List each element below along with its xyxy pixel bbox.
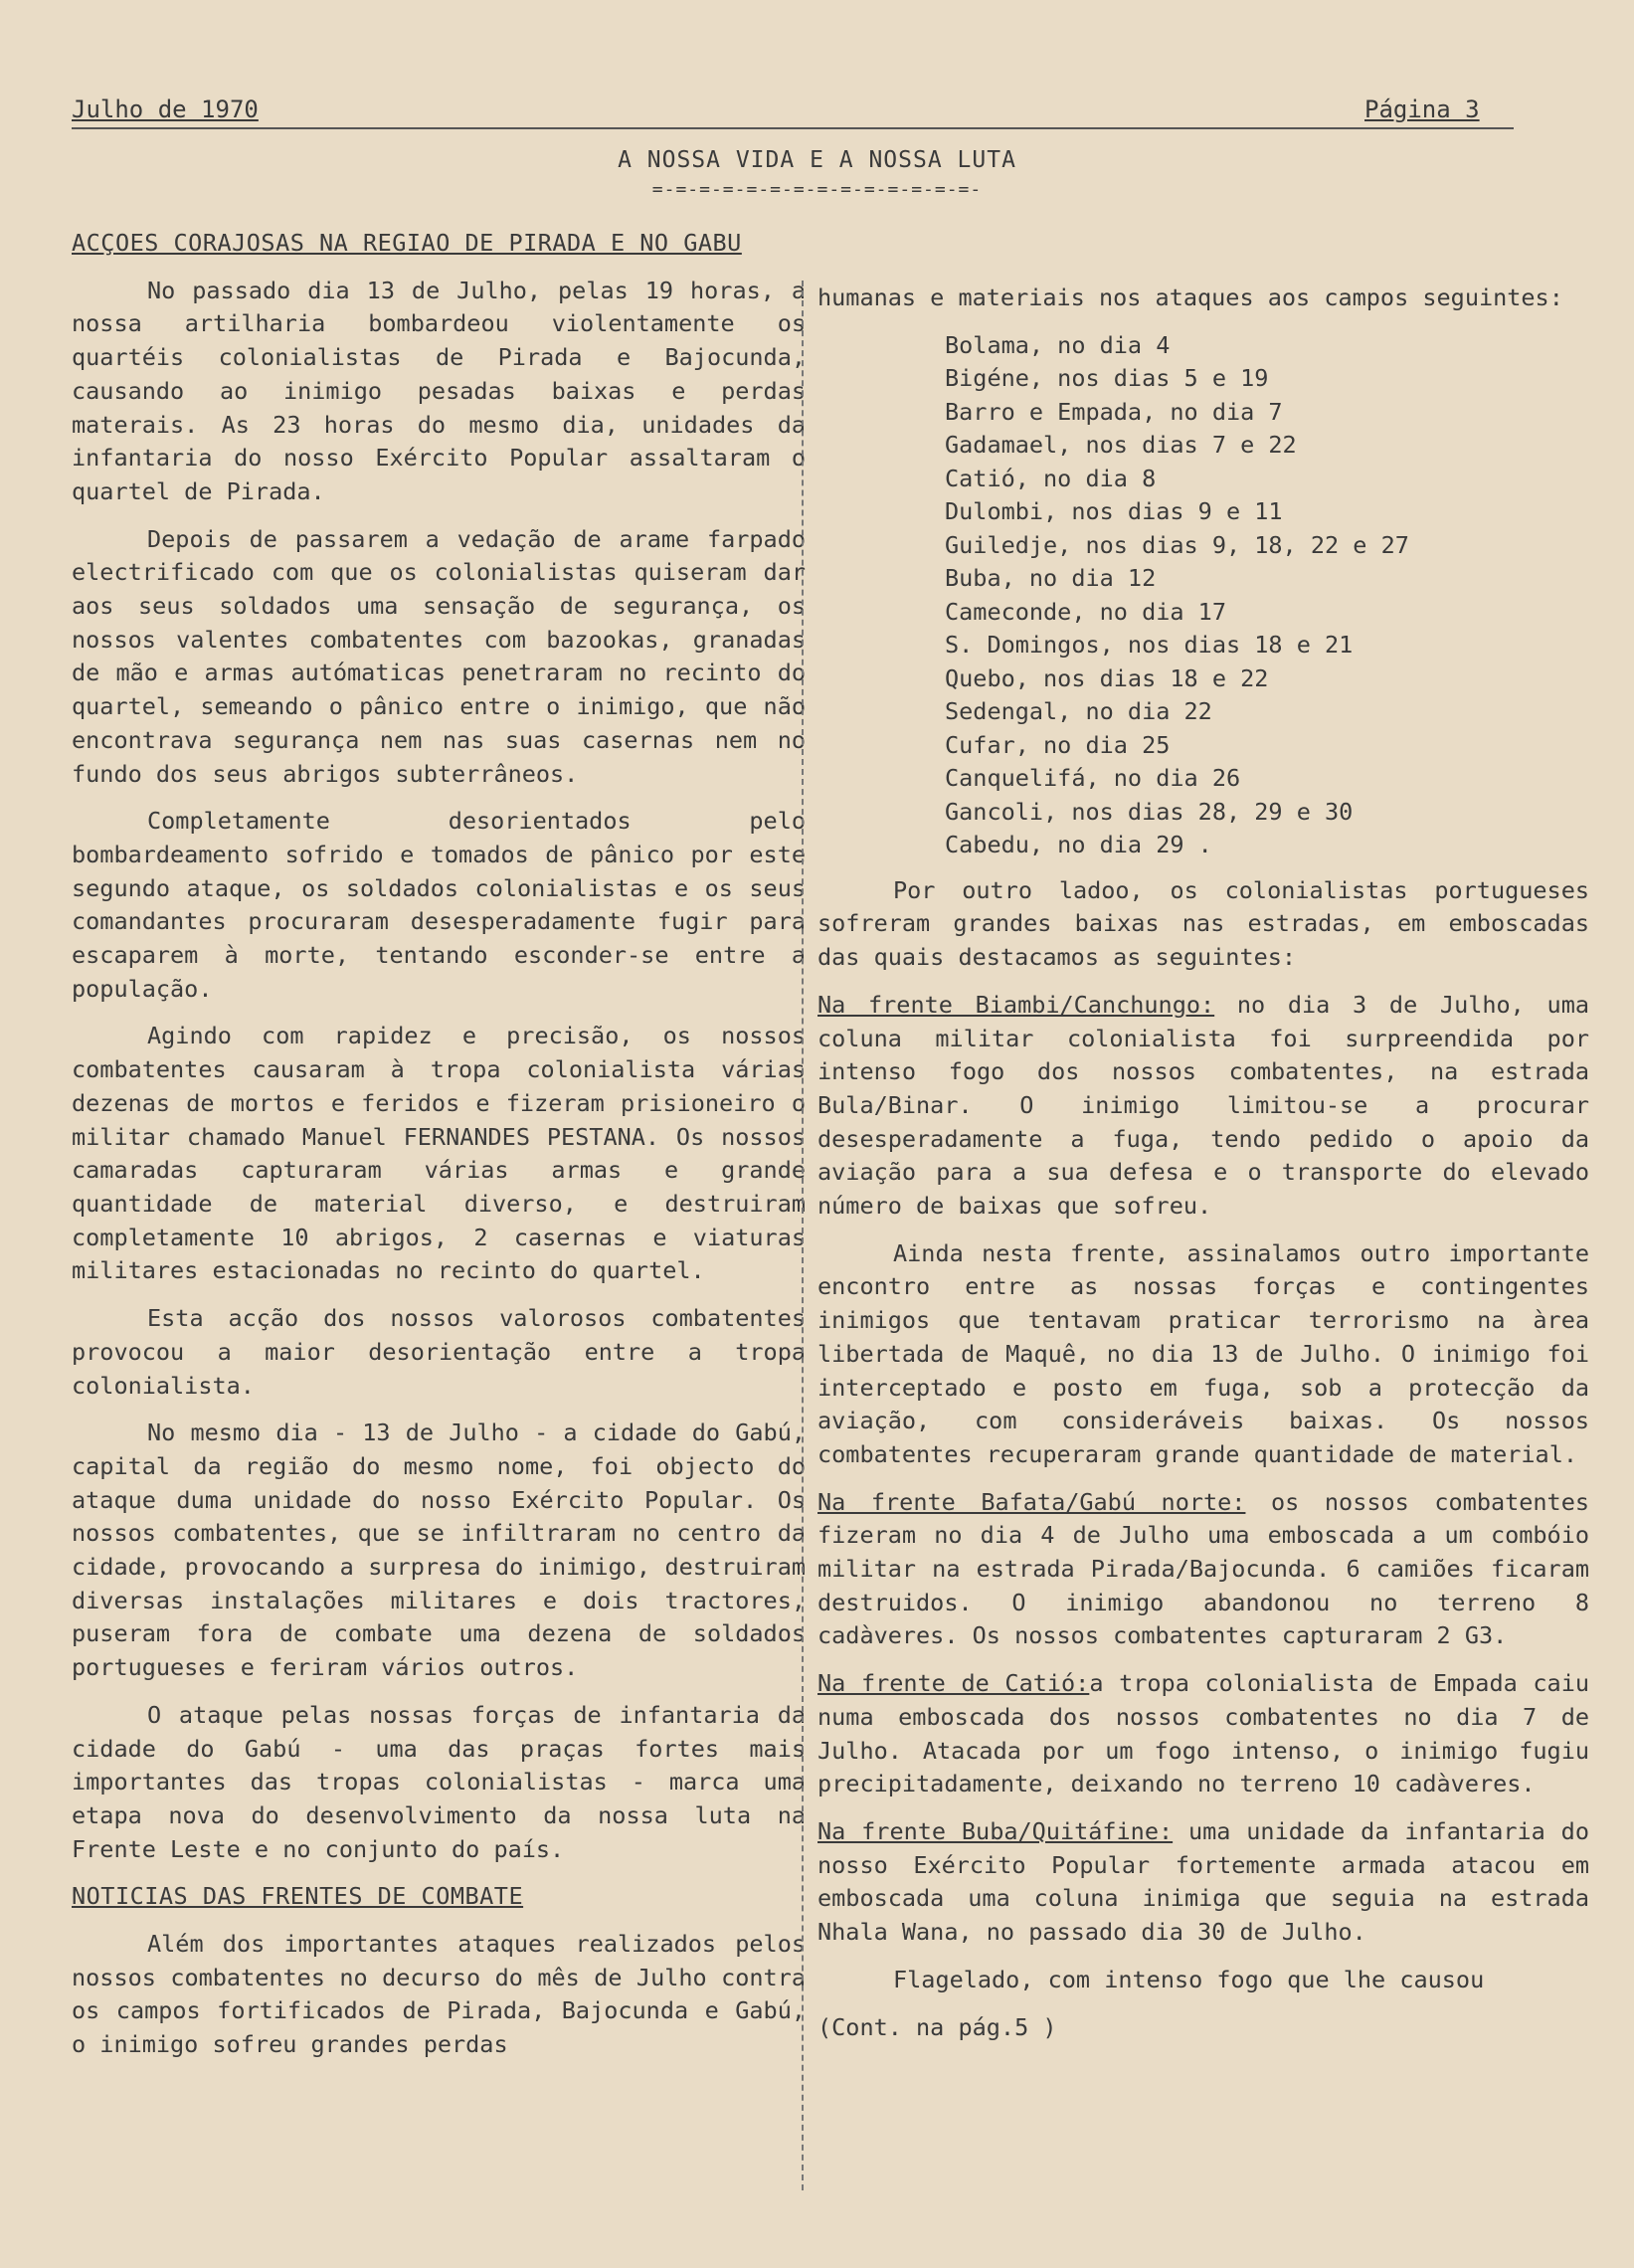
list-item: S. Domingos, nos dias 18 e 21 [945, 631, 1354, 660]
right-column [817, 282, 1589, 2058]
list-item: Quebo, nos dias 18 e 22 [945, 663, 1269, 692]
left-column [72, 227, 806, 2076]
paragraph: Flagelado, com intenso fogo que lhe causou [893, 1965, 1485, 1993]
front-label: Na frente Biambi/Canchungo: [817, 990, 1215, 1019]
masthead-ornament: =-=-=-=-=-=-=-=-=-=-=-=-=-=- [651, 179, 983, 200]
front-report [817, 1486, 1589, 1654]
continued-note: (Cont. na pág.5 ) [817, 2012, 1057, 2041]
front-text: Ainda nesta frente, assinalamos outro importante encontro entre as nossas forças e contingentes inimigos que tentavam praticar terrorismo na àrea libertada de Maquê, no dia 13 de Julho. O inimigo foi interceptado e posto em fuga, sob a protecção da aviação, com consideráveis baixas. Os nossos combatentes recuperaram grande quantidade de material. [817, 1238, 1589, 1468]
header-rule [72, 127, 1514, 129]
list-item: Gancoli, nos dias 28, 29 e 30 [945, 797, 1354, 826]
paragraph-continued: humanas e materiais nos ataques aos campos seguintes: [817, 284, 1563, 311]
front-report [817, 1667, 1589, 1801]
list-item: Dulombi, nos dias 9 e 11 [945, 497, 1283, 526]
list-item: Cameconde, no dia 17 [945, 597, 1226, 626]
front-text: no dia 3 de Julho, uma coluna militar colonialista foi surpreendida por intenso fogo dos nossos combatentes, na estrada Bula/Binar. O inimigo limitou-se a procurar desesperadamente a fuga, tendo pedido o apoio da aviação para a sua defesa e o transporte do elevado número de baixas que sofreu. [817, 990, 1589, 1221]
issue-date: Julho de 1970 [72, 95, 259, 123]
section-title: NOTICIAS DAS FRENTES DE COMBATE [72, 1882, 524, 1911]
front-text: a tropa colonialista de Empada caiu numa emboscada dos nossos combatentes no dia 7 de Julho. Atacada por um fogo intenso, o inimigo fugiu precipitadamente, deixando no terreno 10 cadàveres. [817, 1669, 1589, 1798]
front-report [817, 1815, 1589, 1950]
front-report [817, 989, 1589, 1224]
column-divider [802, 281, 804, 2190]
list-item: Sedengal, no dia 22 [945, 697, 1212, 726]
front-label: Na frente Buba/Quitáfine: [817, 1816, 1174, 1845]
list-item: Catió, no dia 8 [945, 464, 1157, 492]
front-label: Na frente Bafata/Gabú norte: [817, 1487, 1246, 1516]
list-item: Cabedu, no dia 29 . [945, 831, 1212, 859]
section-title: ACÇOES CORAJOSAS NA REGIAO DE PIRADA E NO GABU [72, 229, 742, 257]
list-item: Bolama, no dia 4 [945, 330, 1171, 359]
list-item: Cufar, no dia 25 [945, 730, 1171, 759]
front-label: Na frente de Catió: [817, 1669, 1090, 1698]
page-number: Página 3 [1364, 95, 1480, 123]
masthead-title: A NOSSA VIDA E A NOSSA LUTA [618, 147, 1016, 173]
attack-list [945, 329, 1589, 862]
front-text: uma unidade da infantaria do nosso Exército Popular fortemente armada atacou em emboscada uma coluna inimiga que seguia na estrada Nhala Wana, no passado dia 30 de Julho. [817, 1816, 1589, 1947]
list-item: Canquelifá, no dia 26 [945, 764, 1241, 793]
front-report [817, 1237, 1589, 1472]
list-item: Barro e Empada, no dia 7 [945, 397, 1283, 426]
paragraph: No mesmo dia - 13 de Julho - a cidade do Gabú, capital da região do mesmo nome, foi objecto do ataque duma unidade do nosso Exército Popular. Os nossos combatentes, que se infiltraram no centro da cidade, provocando a surpresa do inimigo, destruiram diversas instalações militares e dois tractores, puseram fora de combate uma dezena de soldados portugueses e feriram vários outros. [72, 1418, 806, 1682]
paragraph: Agindo com rapidez e precisão, os nossos combatentes causaram à tropa colonialista várias dezenas de mortos e feridos e fizeram prisioneiro o militar chamado Manuel FERNANDES PESTANA. Os nossos camaradas capturaram várias armas e grande quantidade de material diverso, e destruiram completamente 10 abrigos, 2 casernas e viaturas militares estacionadas no recinto do quartel. [72, 1022, 806, 1285]
paragraph: Além dos importantes ataques realizados pelos nossos combatentes no decurso do mês de Julho contra os campos fortificados de Pirada, Bajocunda e Gabú, o inimigo sofreu grandes perdas [72, 1930, 806, 2059]
paragraph: O ataque pelas nossas forças de infantaria da cidade do Gabú - uma das praças fortes mais importantes das tropas colonialistas - marca uma etapa nova do desenvolvimento da nossa luta na Frente Leste e no conjunto do país. [72, 1700, 806, 1863]
list-item: Guiledje, nos dias 9, 18, 22 e 27 [945, 530, 1409, 559]
list-item: Bigéne, nos dias 5 e 19 [945, 364, 1269, 393]
paragraph: Por outro ladoo, os colonialistas portugueses sofreram grandes baixas nas estradas, em emboscadas das quais destacamos as seguintes: [817, 875, 1589, 972]
paragraph: Completamente desorientados pelo bombardeamento sofrido e tomados de pânico por este segundo ataque, os soldados colonialistas e os seus comandantes procuraram desesperadamente fugir para escaparem à morte, tentando esconder-se entre a população. [72, 807, 806, 1003]
list-item: Gadamael, nos dias 7 e 22 [945, 431, 1297, 460]
list-item: Buba, no dia 12 [945, 564, 1157, 593]
paragraph: No passado dia 13 de Julho, pelas 19 horas, a nossa artilharia bombardeou violentamente os quartéis colonialistas de Pirada e Bajocunda, causando ao inimigo pesadas baixas e perdas materais. As 23 horas do mesmo dia, unidades da infantaria do nosso Exército Popular assaltaram o quartel de Pirada. [72, 276, 806, 505]
paragraph: Depois de passarem a vedação de arame farpado electrificado com que os colonialistas quiseram dar aos seus soldados uma sensação de segurança, os nossos valentes combatentes com bazookas, granadas de mão e armas autómaticas penetraram no recinto do quartel, semeando o pânico entre o inimigo, que não encontrava segurança nem nas suas casernas nem no fundo dos seus abrigos subterrâneos. [72, 524, 806, 788]
paragraph: Esta acção dos nossos valorosos combatentes provocou a maior desorientação entre a tropa colonialista. [72, 1304, 806, 1400]
front-text: os nossos combatentes fizeram no dia 4 de Julho uma emboscada a um combóio militar na estrada Pirada/Bajocunda. 6 camiões ficaram destruidos. O inimigo abandonou no terreno 8 cadàveres. Os nossos combatentes capturaram 2 G3. [817, 1487, 1590, 1650]
